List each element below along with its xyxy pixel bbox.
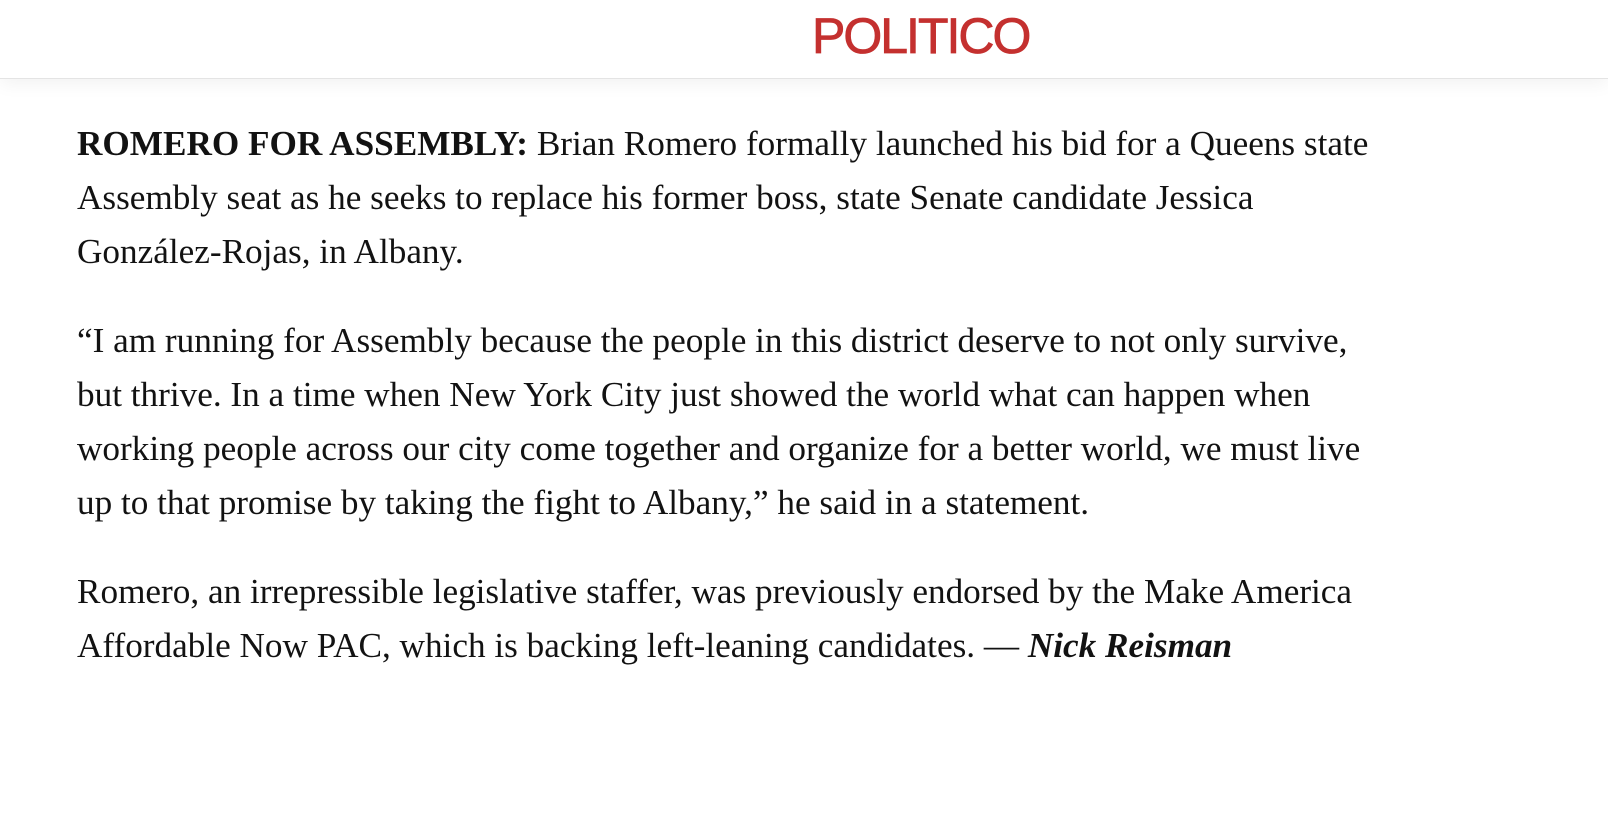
paragraph-2-text: “I am running for Assembly because the people in this district deserve to not only survive, but thrive. In a time when New York City just showed the world what can happen when working people across our city come together and organize for a better world, we must live up to that promise by taking the fight to Albany,” he said in a statement.	[77, 321, 1361, 522]
paragraph-3-text: Romero, an irrepressible legislative staffer, was previously endorsed by the Make America Affordable Now PAC, which is backing left-leaning candidates. —	[77, 572, 1353, 665]
section-kicker: ROMERO FOR ASSEMBLY:	[77, 124, 529, 163]
article-paragraph-3	[77, 565, 1397, 673]
paragraph-1-text: Brian Romero formally launched his bid for a Queens state Assembly seat as he seeks to replace his former boss, state Senate candidate Jessica González-Rojas, in Albany.	[77, 124, 1369, 271]
author-byline: Nick Reisman	[1027, 626, 1233, 665]
site-header	[0, 0, 1608, 79]
politico-logo[interactable]: POLITICO	[812, 8, 1030, 64]
article-body	[77, 117, 1397, 708]
article-paragraph-1	[77, 117, 1397, 279]
article-paragraph-2	[77, 314, 1397, 530]
